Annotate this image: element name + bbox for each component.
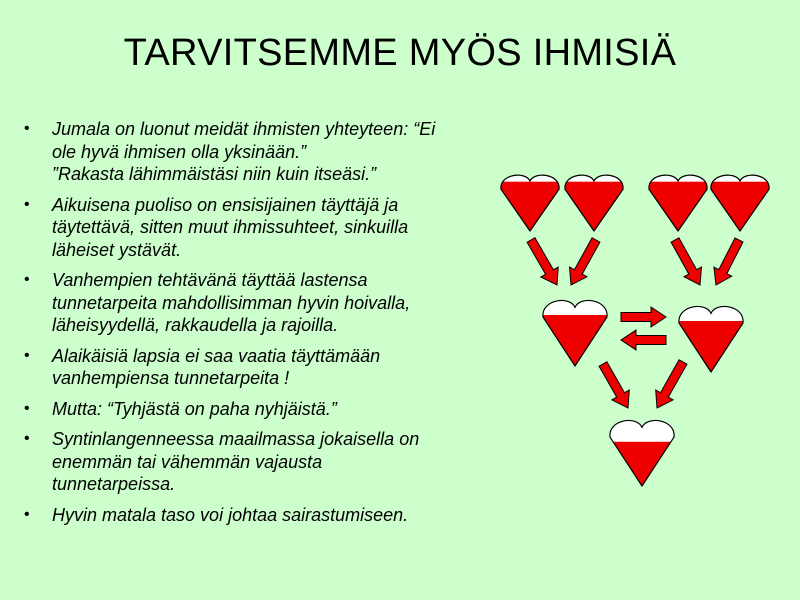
heart-fill-level — [560, 182, 628, 233]
bullet-line: Vanhempien tehtävänä täyttää lastensa — [52, 270, 368, 290]
bullet-dot: • — [24, 346, 30, 364]
arrow-grandparent-2-to-parent-1 — [570, 238, 600, 285]
heart-grandparent-1 — [496, 175, 564, 233]
heart-grandparent-2 — [560, 175, 628, 233]
bullet-line: ”Rakasta lähimmäistäsi niin kuin itseäsi.” — [52, 164, 377, 184]
arrow-grandparent-1-to-parent-1 — [527, 238, 558, 285]
slide-title: TARVITSEMME MYÖS IHMISIÄ — [123, 32, 677, 74]
bullet-line: läheiset ystävät. — [52, 239, 182, 260]
bullet-line: Alaikäisiä lapsia ei saa vaatia täyttämään — [52, 345, 381, 366]
bullet-line: ole hyvä ihmisen olla yksinään.” — [52, 141, 307, 162]
heart-fill-level — [706, 182, 774, 233]
heart-fill-level — [538, 315, 612, 368]
arrow-parent-1-to-parent-2 — [621, 307, 666, 327]
heart-child — [605, 420, 679, 488]
bullet-line: läheisyydellä, rakkaudella ja rajoilla. — [52, 315, 339, 335]
heart-grandparent-3 — [644, 175, 712, 233]
arrow-grandparent-3-to-parent-2 — [671, 238, 701, 285]
arrow-parent-1-to-child — [599, 362, 629, 408]
bullet-line: täytettävä, sitten muut ihmissuhteet, sinkuilla — [52, 217, 409, 237]
heart-fill-level — [496, 182, 564, 233]
bullet-line: Mutta: “Tyhjästä on paha nyhjäistä.” — [52, 398, 337, 419]
bullet-line: Hyvin matala taso voi johtaa sairastumiseen. — [52, 504, 409, 525]
bullet-dot: • — [24, 430, 30, 447]
bullet-dot: • — [24, 399, 30, 417]
bullet-line: vanhempiensa tunnetarpeita ! — [52, 368, 290, 388]
heart-fill-level — [644, 182, 712, 233]
bullet-line: Jumala on luonut meidät ihmisten yhteyteen: “Ei — [52, 119, 436, 139]
arrow-grandparent-4-to-parent-2 — [714, 238, 743, 285]
bullet-line: Aikuisena puoliso on ensisijainen täyttäjä ja — [52, 194, 399, 215]
bullet-line: enemmän tai vähemmän vajausta — [52, 451, 323, 472]
bullet-dot: • — [24, 271, 30, 288]
heart-grandparent-4 — [706, 175, 774, 233]
bullet-dot: • — [24, 195, 30, 213]
heart-parent-1 — [538, 300, 612, 368]
arrow-parent-2-to-child — [656, 360, 687, 408]
bullet-dot: • — [24, 120, 30, 137]
arrow-parent-2-to-parent-1 — [621, 330, 666, 350]
bullet-line: tunnetarpeissa. — [52, 474, 176, 494]
bullet-line: Syntinlangenneessa maailmassa jokaisella on — [52, 429, 420, 449]
bullet-dot: • — [24, 505, 30, 523]
heart-fill-level — [605, 442, 679, 488]
bullet-line: tunnetarpeita mahdollisimman hyvin hoivalla, — [52, 292, 411, 313]
